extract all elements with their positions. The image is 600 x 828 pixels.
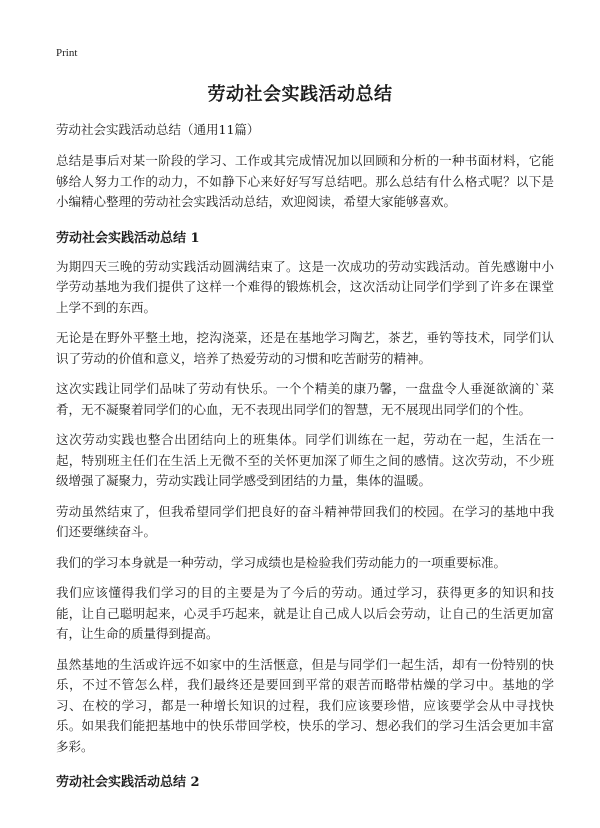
document-subtitle: 劳动社会实践活动总结（通用11篇）	[56, 122, 260, 137]
section-1-paragraph: 无论是在野外平整土地，挖沟浇菜，还是在基地学习陶艺，茶艺，垂钓等技术，同学们认识了劳动的价值和意义，培养了热爱劳动的习惯和吃苦耐劳的精神。	[56, 330, 554, 366]
page-title: 劳动社会实践活动总结	[207, 84, 393, 105]
document-body	[56, 120, 554, 801]
section-1-paragraph: 我们应该懂得我们学习的目的主要是为了今后的劳动。通过学习，获得更多的知识和技能，让自己聪明起来，心灵手巧起来，就是让自己成人以后会劳动，让自己的生活更加富有，让生命的质量得到提高。	[56, 585, 554, 641]
section-1-paragraph: 我们的学习本身就是一种劳动，学习成绩也是检验我们劳动能力的一项重要标准。	[56, 554, 507, 570]
section-1-paragraph: 这次劳动实践也整合出团结向上的班集体。同学们训练在一起，劳动在一起，生活在一起，特别班主任们在生活上无微不至的关怀更加深了师生之间的感情。这次劳动，不少班级增强了凝聚力，劳动实践让同学感受到团结的力量，集体的温暖。	[56, 432, 554, 488]
section-heading-2: 劳动社会实践活动总结 2	[56, 775, 200, 790]
section-1-paragraph: 这次实践让同学们品味了劳动有快乐。一个个精美的康乃馨，一盘盘令人垂涎欲滴的`菜肴，无不凝聚着同学们的心血，无不表现出同学们的智慧，无不展现出同学们的个性。	[56, 381, 554, 417]
section-heading-1: 劳动社会实践活动总结 1	[56, 230, 200, 246]
section-1-paragraph: 劳动虽然结束了，但我希望同学们把良好的奋斗精神带回我们的校园。在学习的基地中我们还要继续奋斗。	[56, 503, 554, 539]
section-1-paragraph: 为期四天三晚的劳动实践活动圆满结束了。这是一次成功的劳动实践活动。首先感谢中小学劳动基地为我们提供了这样一个难得的锻炼机会，这次活动让同学们学到了许多在课堂上学不到的东西。	[56, 258, 554, 315]
section-1-paragraph: 虽然基地的生活或许远不如家中的生活惬意，但是与同学们一起生活，却有一份特别的快乐，不过不管怎么样，我们最终还是要回到平常的艰苦而略带枯燥的学习中。基地的学习、在校的学习，都是一种增长知识的过程，我们应该要珍惜，应该要学会从中寻找快乐。如果我们能把基地中的快乐带回学校，快乐的学习、想必我们的学习生活会更加丰富多彩。	[56, 656, 554, 754]
print-link[interactable]: Print	[56, 47, 78, 59]
intro-paragraph: 总结是事后对某一阶段的学习、工作或其完成情况加以回顾和分析的一种书面材料，它能够给人努力工作的动力，不如静下心来好好写写总结吧。那么总结有什么格式呢？以下是小编精心整理的劳动社会实践活动总结，欢迎阅读，希望大家能够喜欢。	[56, 153, 554, 209]
